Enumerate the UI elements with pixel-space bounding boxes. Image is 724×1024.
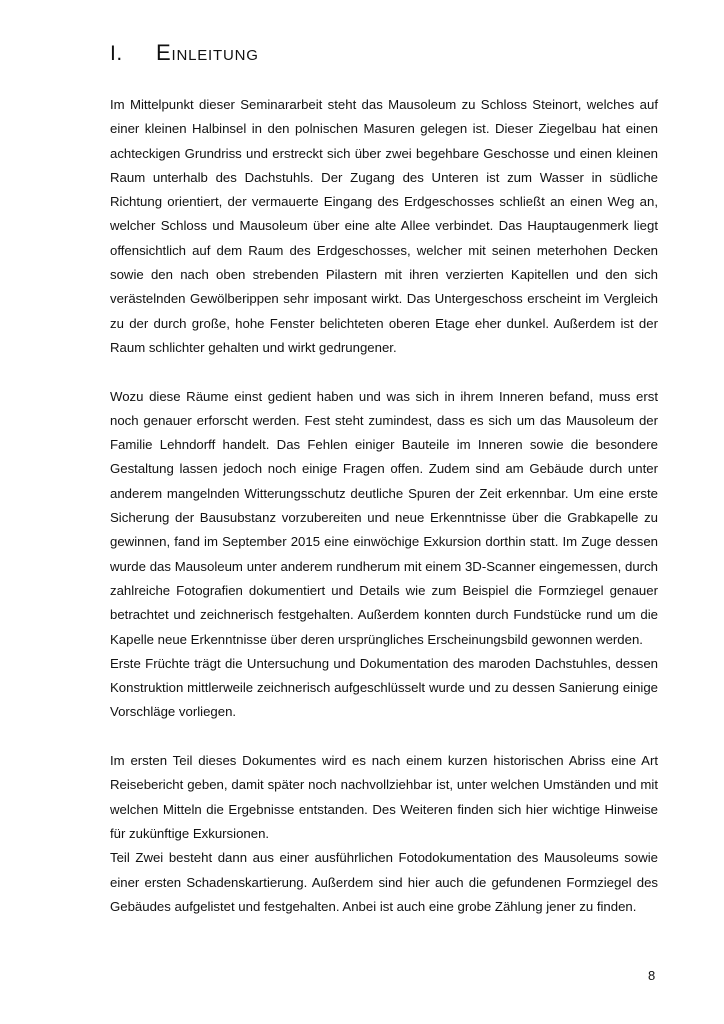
- section-title: Einleitung: [156, 40, 259, 65]
- paragraph-part-one: Im ersten Teil dieses Dokumentes wird es nach einem kurzen historischen Abriss eine Art Reisebericht geben, damit später noch nachvollziehbar ist, unter welchen Umständen und mit welchen Mitteln die Ergebnisse entstanden. Des Weiteren finden sich hier wichtige Hinweise für zukünftige Exkursionen.: [110, 753, 658, 841]
- body-text: [110, 93, 658, 919]
- paragraph-part-two: Teil Zwei besteht dann aus einer ausführlichen Fotodokumentation des Mausoleums sowie einer ersten Schadenskartierung. Außerdem sind hier auch die gefundenen Formziegel des Gebäudes aufgelistet und festgehalten. Anbei ist auch eine grobe Zählung jener zu finden.: [110, 850, 658, 914]
- paragraph-intro: Im Mittelpunkt dieser Seminararbeit steht das Mausoleum zu Schloss Steinort, welches auf einer kleinen Halbinsel in den polnischen Masuren gelegen ist. Dieser Ziegelbau hat einen achteckigen Grundriss und erstreckt sich über zwei begehbare Geschosse und einen kleinen Raum unterhalb des Dachstuhls. Der Zugang des Unteren ist zum Wasser in südliche Richtung orientiert, der vermauerte Eingang des Erdgeschosses schließt an einen Weg an, welcher Schloss und Mausoleum über eine alte Allee verbindet. Das Hauptaugenmerk liegt offensichtlich auf dem Raum des Erdgeschosses, welcher mit seinen meterhohen Decken sowie den nach oben strebenden Pilastern mit ihren verzierten Kapitellen und den sich verästelnden Gewölberippen sehr imposant wirkt. Das Untergeschoss erscheint im Vergleich zu der durch große, hohe Fenster belichteten oberen Etage eher dunkel. Außerdem ist der Raum schlichter gehalten und wirkt gedrungener.: [110, 97, 658, 355]
- section-heading: [110, 40, 259, 66]
- page-number: 8: [648, 968, 656, 983]
- section-number: I.: [110, 42, 123, 65]
- paragraph-research: Wozu diese Räume einst gedient haben und was sich in ihrem Inneren befand, muss erst noch genauer erforscht werden. Fest steht zumindest, dass es sich um das Mausoleum der Familie Lehndorff handelt. Das Fehlen einiger Bauteile im Inneren sowie die besondere Gestaltung lassen jedoch noch einige Fragen offen. Zudem sind am Gebäude durch unter anderem mangelnden Witterungsschutz deutliche Spuren der Zeit erkennbar. Um eine erste Sicherung der Bausubstanz vorzubereiten und neue Erkenntnisse über die Grabkapelle zu gewinnen, fand im September 2015 eine einwöchige Exkursion dorthin statt. Im Zuge dessen wurde das Mausoleum unter anderem rundherum mit einem 3D-Scanner eingemessen, durch zahlreiche Fotografien dokumentiert und Details wie zum Beispiel die Formziegel genauer betrachtet und zeichnerisch festgehalten. Außerdem konnten durch Fundstücke rund um die Kapelle neue Erkenntnisse über deren ursprüngliches Erscheinungsbild gewonnen werden.: [110, 388, 658, 647]
- paragraph-first-results: Erste Früchte trägt die Untersuchung und Dokumentation des maroden Dachstuhles, dessen Konstruktion mittlerweile zeichnerisch aufgeschlüsselt wurde und zu dessen Sanierung einige Vorschläge vorliegen.: [110, 655, 658, 720]
